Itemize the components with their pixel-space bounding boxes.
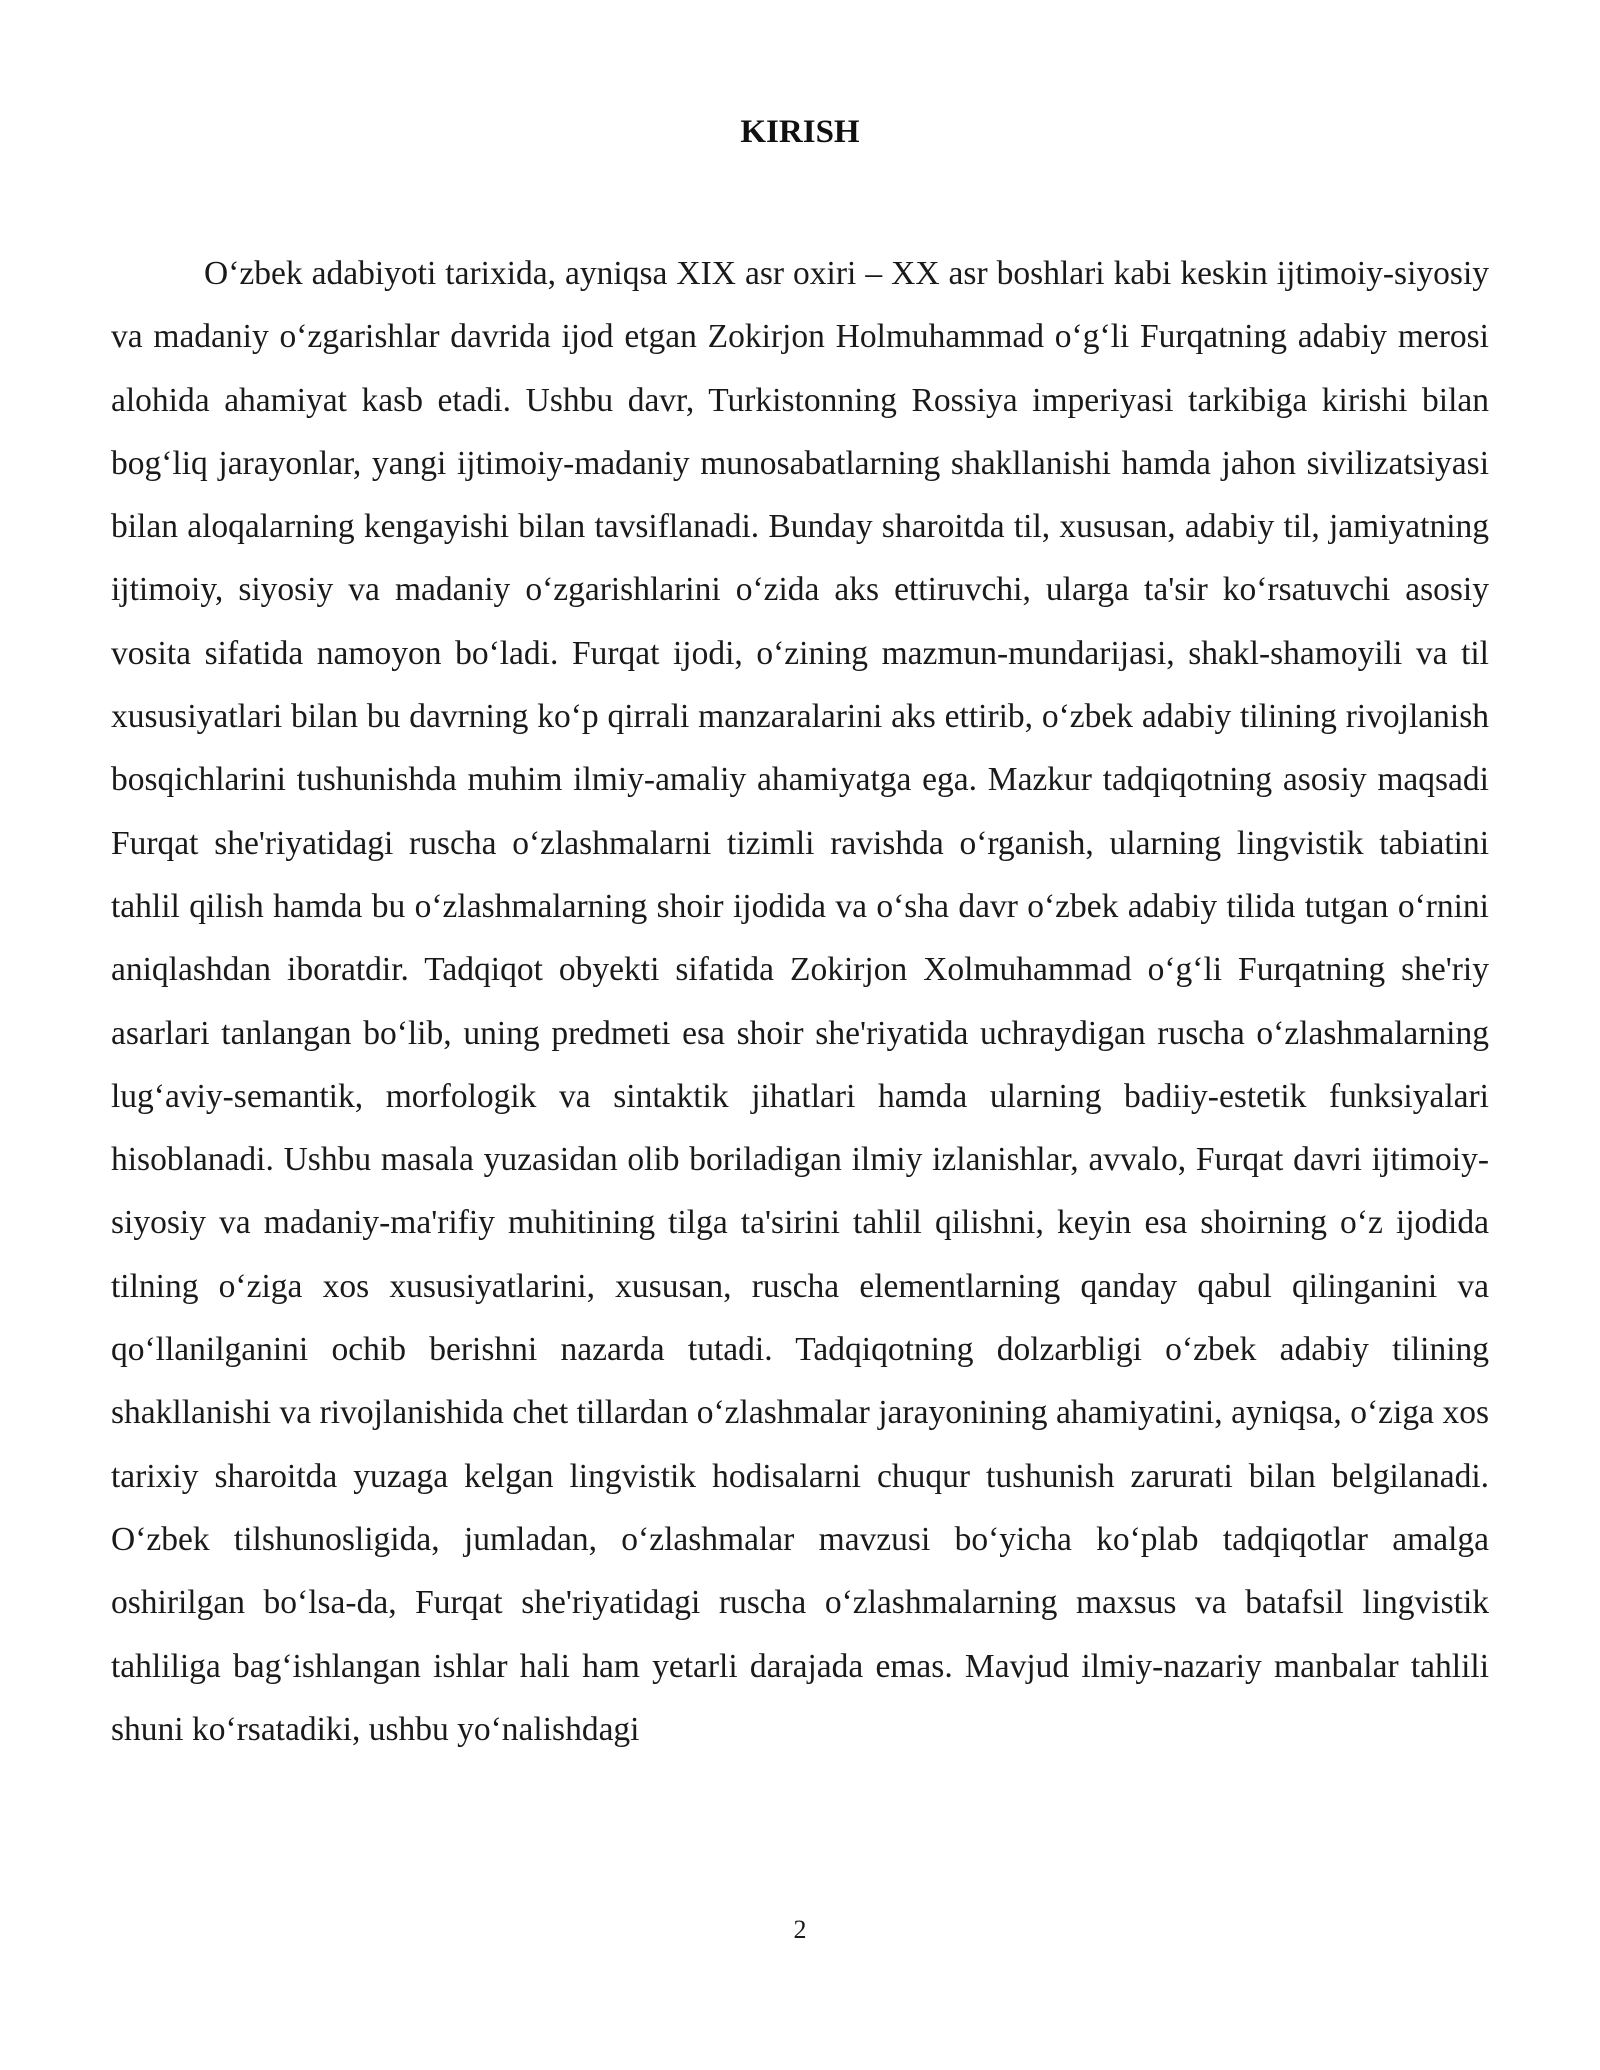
page-number: 2 [793,1915,807,1944]
page-heading: KIRISH [740,114,860,150]
body-paragraph: O‘zbek adabiyoti tarixida, ayniqsa XIX asr oxiri – XX asr boshlari kabi keskin ijtimoiy-siyosiy va madaniy o‘zgarishlar davrida ijod etgan Zokirjon Holmuhammad o‘g‘li Furqatning adabiy merosi alohida ahamiyat kasb etadi. Ushbu davr, Turkistonning Rossiya imperiyasi tarkibiga kirishi bilan bog‘liq jarayonlar, yangi ijtimoiy-madaniy munosabatlarning shakllanishi hamda jahon sivilizatsiyasi bilan aloqalarning kengayishi bilan tavsiflanadi. Bunday sharoitda til, xususan, adabiy til, jamiyatning ijtimoiy, siyosiy va madaniy o‘zgarishlarini o‘zida aks ettiruvchi, ularga ta'sir ko‘rsatuvchi asosiy vosita sifatida namoyon bo‘ladi. Furqat ijodi, o‘zining mazmun-mundarijasi, shakl-shamoyili va til xususiyatlari bilan bu davrning ko‘p qirrali manzaralarini aks ettirib, o‘zbek adabiy tilining rivojlanish bosqichlarini tushunishda muhim ilmiy-amaliy ahamiyatga ega. Mazkur tadqiqotning asosiy maqsadi Furqat she'riyatidagi ruscha o‘zlashmalarni tizimli ravishda o‘rganish, ularning lingvistik tabiatini tahlil qilish hamda bu o‘zlashmalarning shoir ijodida va o‘sha davr o‘zbek adabiy tilida tutgan o‘rnini aniqlashdan iboratdir. Tadqiqot obyekti sifatida Zokirjon Xolmuhammad o‘g‘li Furqatning she'riy asarlari tanlangan bo‘lib, uning predmeti esa shoir she'riyatida uchraydigan ruscha o‘zlashmalarning lug‘aviy-semantik, morfologik va sintaktik jihatlari hamda ularning badiiy-estetik funksiyalari hisoblanadi. Ushbu masala yuzasidan olib boriladigan ilmiy izlanishlar, avvalo, Furqat davri ijtimoiy-siyosiy va madaniy-ma'rifiy muhitining tilga ta'sirini tahlil qilishni, keyin esa shoirning o‘z ijodida tilning o‘ziga xos xususiyatlarini, xususan, ruscha elementlarning qanday qabul qilinganini va qo‘llanilganini ochib berishni nazarda tutadi. Tadqiqotning dolzarbligi o‘zbek adabiy tilining shakllanishi va rivojlanishida chet tillardan o‘zlashmalar jarayonining ahamiyatini, ayniqsa, o‘ziga xos tarixiy sharoitda yuzaga kelgan lingvistik hodisalarni chuqur tushunish zarurati bilan belgilanadi. O‘zbek tilshunosligida, jumladan, o‘zlashmalar mavzusi bo‘yicha ko‘plab tadqiqotlar amalga oshirilgan bo‘lsa-da, Furqat she'riyatidagi ruscha o‘zlashmalarning maxsus va batafsil lingvistik tahliliga bag‘ishlangan ishlar hali ham yetarli darajada emas. Mavjud ilmiy-nazariy manbalar tahlili shuni ko‘rsatadiki, ushbu yo‘nalishdagi [111,255,1489,1748]
